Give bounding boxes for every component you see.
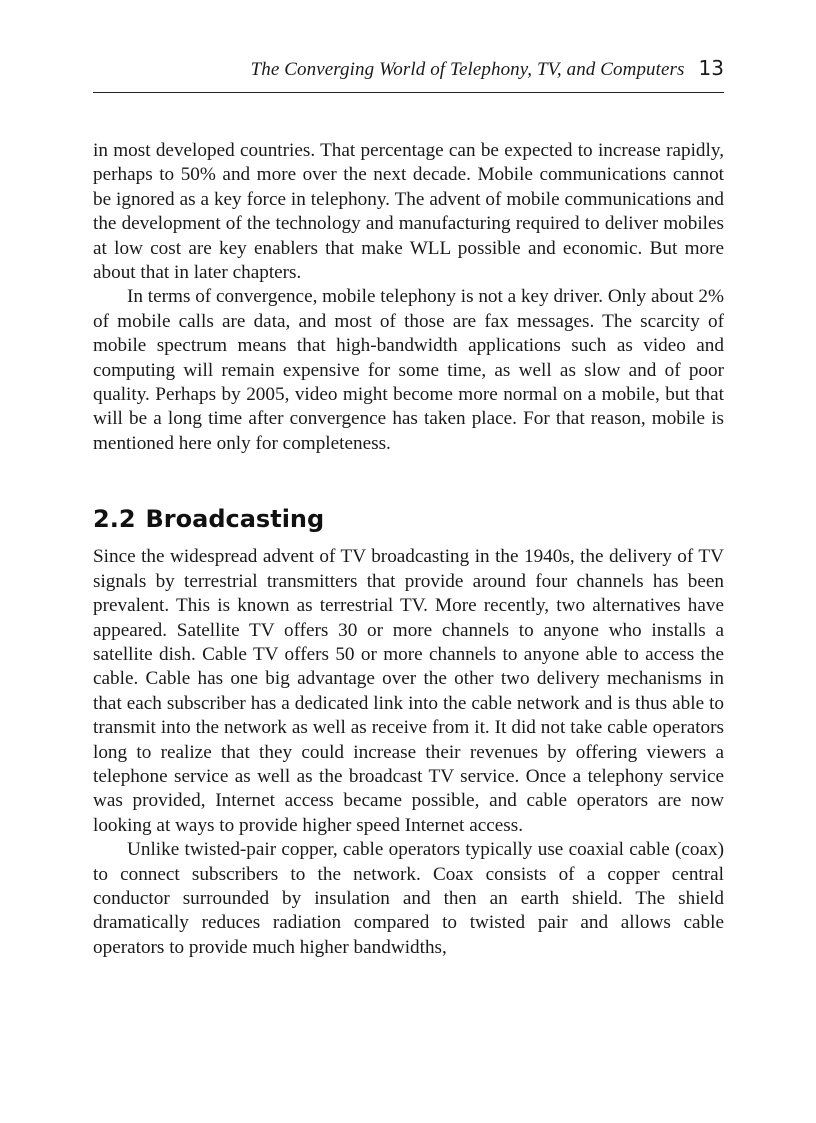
header-title: The Converging World of Telephony, TV, and Computers bbox=[250, 59, 685, 80]
body-text bbox=[93, 139, 724, 960]
paragraph: Since the widespread advent of TV broadcasting in the 1940s, the delivery of TV signals by terrestrial transmitters that provide around four channels has been prevalent. This is known as terrestrial TV. More recently, two alternatives have appeared. Satellite TV offers 30 or more channels to anyone who installs a satellite dish. Cable TV offers 50 or more channels to anyone able to access the cable. Cable has one big advantage over the other two delivery mechanisms in that each subscriber has a dedicated link into the cable network and is thus able to transmit into the network as well as receive from it. It did not take cable operators long to realize that they could increase their revenues by offering viewers a telephone service as well as the broadcast TV service. Once a telephony service was provided, Internet access became possible, and cable operators are now looking at ways to provide higher speed Internet access. bbox=[93, 546, 724, 836]
paragraph: Unlike twisted-pair copper, cable operators typically use coaxial cable (coax) to connect subscribers to the network. Coax consists of a copper central conductor surrounded by insulation and then an earth shield. The shield dramatically reduces radiation compared to twisted pair and allows cable operators to provide much higher bandwidths, bbox=[93, 839, 724, 958]
section-heading bbox=[93, 505, 724, 533]
page-number: 13 bbox=[698, 56, 724, 80]
section-number: 2.2 bbox=[93, 505, 136, 534]
paragraph: In terms of convergence, mobile telephony is not a key driver. Only about 2% of mobile calls are data, and most of those are fax messages. The scarcity of mobile spectrum means that high-bandwidth applications such as video and computing will remain expensive for some time, as well as slow and of poor quality. Perhaps by 2005, video might become more normal on a mobile, but that will be a long time after convergence has taken place. For that reason, mobile is mentioned here only for completeness. bbox=[93, 286, 724, 454]
section-title: Broadcasting bbox=[145, 505, 325, 534]
book-page bbox=[93, 56, 724, 960]
paragraph: in most developed countries. That percentage can be expected to increase rapidly, perhaps to 50% and more over the next decade. Mobile communications cannot be ignored as a key force in telephony. The advent of mobile communications and the development of the technology and manufacturing required to deliver mobiles at low cost are key enablers that make WLL possible and economic. But more about that in later chapters. bbox=[93, 140, 724, 284]
running-header bbox=[93, 56, 724, 93]
